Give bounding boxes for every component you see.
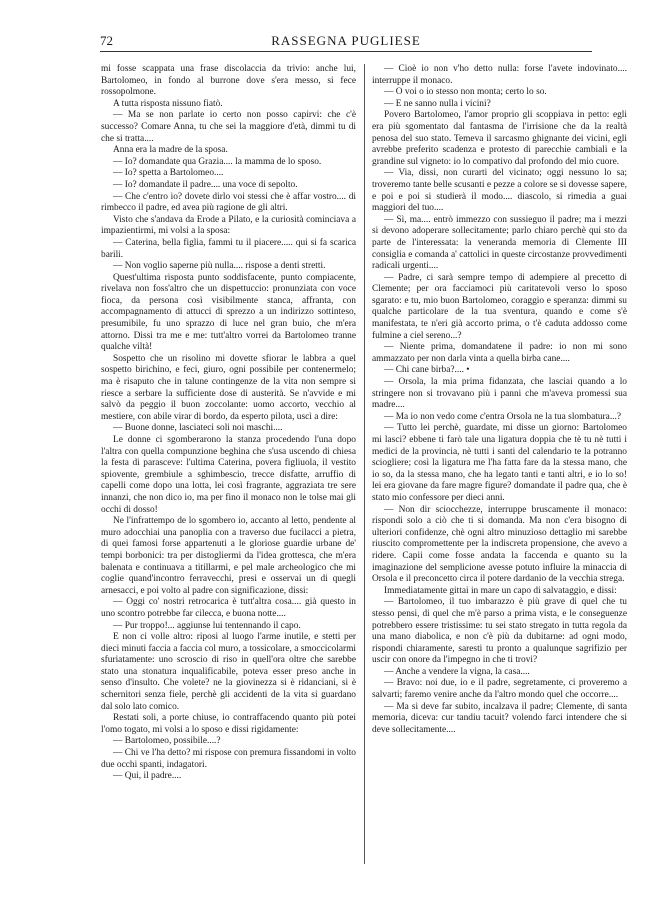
column-divider xyxy=(364,64,365,864)
right-column xyxy=(372,64,627,736)
paragraph: — Non voglio saperne più nulla.... rispose a denti stretti. xyxy=(113,261,326,272)
paragraph: — Padre, ci sarà sempre tempo di adempiere al precetto di Clemente; per ora facciamoci più caritatevoli verso lo sposo sgarato: e tu, mio buon Bartolomeo, coraggio e speranza: dimmi su qualche particolare de la tua sventura, quando e come s'è manifestata, te n'eri già accorto prima, o t'è caduta addosso come fulmine a ciel sereno...? xyxy=(372,272,627,341)
paragraph: — Ma si deve far subito, incalzava il padre; Clemente, di santa memoria, diceva: cur tandiu tacuit? volendo farci intendere che si deve sollecitamente.... xyxy=(372,701,627,735)
paragraph: — O voi o io stesso non monta; certo lo so. xyxy=(384,87,547,98)
paragraph: Immediatamente gittai in mare un capo di salvataggio, e dissi: xyxy=(384,585,617,596)
paragraph: — Buone donne, lasciateci soli noi maschi.... xyxy=(113,423,283,434)
paragraph: — Via, dissi, non curarti del vicinato; oggi nessuno lo sa; troveremo tante belle scusanti e pezze a colore se si dovesse sapere, e poi e poi si studierà il modo.... diascolo, si rimedia a guai maggiori del tuo.... xyxy=(372,168,627,214)
paragraph: — Cioè io non v'ho detto nulla: forse l'avete indovinato.... interruppe il monaco. xyxy=(372,64,627,86)
paragraph: — Sì, ma.... entrò immezzo con sussieguo il padre; ma i mezzi si devono adoperare sollecitamente; parlo chiaro perchè qui sto da parte de l'interessata: la veneranda memoria di Clemente III consiglia e comanda a' cattolici in queste circostanze provvedimenti radicali urgenti.... xyxy=(372,214,627,272)
paragraph: Sospetto che un risolino mi dovette sfiorar le labbra a quel sospetto birichino, e feci, giuro, ogni possibile per contenermelo; ma è risaputo che in talune contingenze de la vita non sempre si riesce a serbare la sufficiente dose di austerità. Se n'avvide e mi salvò da peggio il buon zoccolante: uomo accorto, vecchio al mestiere, con abile virar di bordo, da esperto pilota, uscì a dire: xyxy=(101,353,356,422)
paragraph: Le donne ci sgomberarono la stanza procedendo l'una dopo l'altra con quella compunzione beghina che s'usa uscendo di chiesa la festa di parasceve: l'ultima Caterina, povera figliuola, il vestito spiovente, grembiule a sghimbescio, trecce disfatte, arruffio di capelli come dopo una lotta, lei così fragrante, aggraziata tre sere innanzi, che non dico io, ma per fino il monaco non le tolse mai gli occhi di dosso! xyxy=(101,435,356,515)
paragraph: — Chi cane birba?.... • xyxy=(384,365,470,376)
paragraph: A tutta risposta nissuno fiatò. xyxy=(113,98,223,109)
paragraph: — Anche a vendere la vigna, la casa.... xyxy=(384,666,530,677)
paragraph: — Non dir sciocchezze, interruppe bruscamente il monaco: rispondi solo a ciò che ti si domanda. Ma non c'era bisogno di ulteriori confidenze, chè ogni altro minuzioso dettaglio mi sarebbe riuscito compromettente per la indiscreta propensione, che avevo a ridere. Capii come fosse andata la faccenda e quanto su la imaginazione del semplicione avesse potuto influire la minaccia di Orsola e il preconcetto circa il potere dardanio de la vecchia strega. xyxy=(372,504,627,585)
paragraph: — Tutto lei perchè, guardate, mi disse un giorno: Bartolomeo mi lasci? ebbene ti farò tale una ligatura doppia che tè tu nè tutti i medici de la provincia, nè tutti i santi del calendario te la potranno sciogliere; così la ligatura me l'ha fatta fare da la stessa mano, che io so, da la stessa mano, che ha legato tanti e tanti altri, e io lo so! lei era giovane da fare magre figure? domandate il padre qua, che è stato mio confessore per dieci anni. xyxy=(372,423,627,503)
paragraph: — Orsola, la mia prima fidanzata, che lasciai quando a lo stringere non si trovavano più i panni che m'aveva promessi sua madre.... xyxy=(372,377,627,411)
page-number: 72 xyxy=(100,33,113,48)
paragraph: — Ma io non vedo come c'entra Orsola ne la tua slombatura...? xyxy=(384,411,622,422)
paragraph: — Ma se non parlate io certo non posso capirvi: che c'è successo? Comare Anna, tu che sei la maggiore d'età, dimmi tu di che si tratta.... xyxy=(101,110,356,144)
paragraph: — Chi ve l'ha detto? mi rispose con premura fissandomi in volto due occhi spanti, indagatori. xyxy=(101,748,356,770)
paragraph: — E ne sanno nulla i vicini? xyxy=(384,98,491,109)
paragraph: — Che c'entro io? dovete dirlo voi stessi che è affar vostro.... di rimbecco il padre, ed avea più ragione de gli altri. xyxy=(101,191,356,214)
paragraph: — Pur troppo!... aggiunse lui tentennando il capo. xyxy=(113,620,301,631)
left-column xyxy=(101,64,356,783)
paragraph: — Bartolomeo, il tuo imbarazzo è più grave di quel che tu stesso pensi, di quel che m'è parso a prima vista, e le conseguenze potrebbero essere tristissime: tu sei stato stregato in tutta regola da una mano diabolica, e non c'è più da dubitarne: ad ogni modo, rispondi chiaramente, saresti tu pronto a qualunque sagrifizio per uscir con onore da l'impegno in che ti trovi? xyxy=(372,597,627,666)
paragraph: — Niente prima, domandatene il padre: io non mi sono ammazzato per non darla vinta a quella birba cane.... xyxy=(372,342,627,364)
page-header xyxy=(100,33,592,52)
paragraph: Ne l'infrattempo de lo sgombero io, accanto al letto, pendente al muro adocchiai una panoplia con a traverso due fucilacci a pietra, di quei famosi forse appartenuti a le gloriose guardie urbane de' tempi borbonici: tra per distogliermi da l'idea grottesca, che m'era balenata e continuava a titillarmi, e pel male archeologico che mi coglie quand'incontro ferravecchi, presi e osservai un di quegli arnesacci, e poi volto al padre con significazione, dissi: xyxy=(101,516,356,596)
paragraph: Restati soli, a porte chiuse, io contraffacendo quanto più potei l'omo togato, mi volsi a lo sposo e dissi rigidamente: xyxy=(101,713,356,735)
paragraph: — Qui, il padre.... xyxy=(113,771,182,782)
paragraph: E non ci volle altro: riposi al luogo l'arme inutile, e stetti per dieci minuti faccia a faccia col muro, a tossicolare, a smoccicolarmi sfuriatamente: uno scroscio di riso in quell'ora oltre che sarebbe stato una stonatura inqualificabile, poteva esser preso anche in senso d'insulto. Che volete? ne la giovinezza si è ridanciani, si è schernitori senza fiele, perchè gli accidenti de la vita si guardano dal solo lato comico. xyxy=(101,632,356,712)
paragraph: — Io? spetta a Bartolomeo.... xyxy=(113,168,224,179)
paragraph: Quest'ultima risposta punto soddisfacente, punto compiacente, rivelava non foss'altro che un dispettuccio: pronunziata con voce fioca, da persona così visibilmente stanca, affranta, con accompagnamento di attucci di sprezzo a un indirizzo sottinteso, presumibile, fu uno sprazzo di luce nel gran buio, che m'era attorno. Dissi tra me e me: tutt'altro vorrei da Bartolomeo tranne qualche viltà! xyxy=(101,272,356,353)
paragraph: Visto che s'andava da Erode a Pilato, e la curiosità cominciava a impazientirmi, mi volsi a la sposa: xyxy=(101,214,356,237)
paragraph: — Bartolomeo, possibile....? xyxy=(113,736,221,747)
journal-title: RASSEGNA PUGLIESE xyxy=(271,33,421,48)
paragraph: — Oggi co' nostri retrocarica è tutt'altra cosa.... già questo in uno scontro potrebbe far cilecca, e buona notte.... xyxy=(101,597,356,619)
paragraph: — Caterina, bella figlia, fammi tu il piacere..... qui si fa scarica barili. xyxy=(101,237,356,260)
paragraph: mi fosse scappata una frase discolaccia da trivio: anche lui, Bartolomeo, in fondo al burrone dove s'era messo, si fece rossopolmone. xyxy=(101,64,356,98)
paragraph: — Io? domandate il padre.... una voce di sepolto. xyxy=(113,179,298,190)
paragraph: Povero Bartolomeo, l'amor proprio gli scoppiava in petto: egli era più sgomentato dal fantasma de l'irrisione che da la realtà penosa del suo stato. Temeva il sarcasmo ghignante dei vicini, egli avrebbe preferito scadenza e protesto di parecchie cambiali e la grandine sul vigneto: io lo compativo dal profondo del mio cuore. xyxy=(372,110,627,167)
paragraph: — Bravo: noi due, io e il padre, segretamente, ci proveremo a salvarti; faremo venire anche da l'altro mondo quel che occorre.... xyxy=(372,678,627,701)
paragraph: — Io? domandate qua Grazia.... la mamma de lo sposo. xyxy=(113,156,322,167)
paragraph: Anna era la madre de la sposa. xyxy=(113,145,228,156)
